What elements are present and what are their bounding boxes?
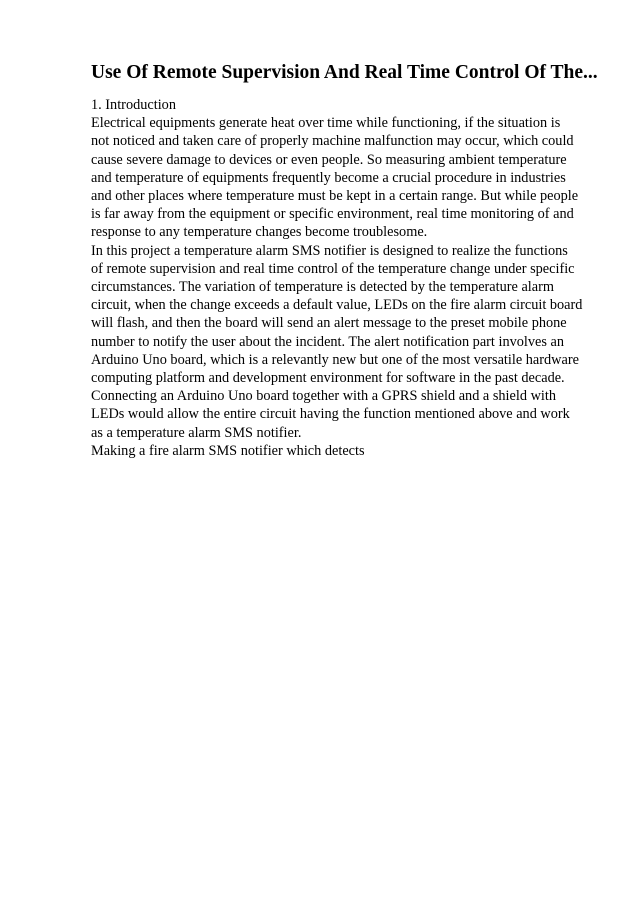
body-line: is far away from the equipment or specific environment, real time monitoring of and <box>91 206 574 223</box>
body-line: LEDs would allow the entire circuit having the function mentioned above and work <box>91 406 570 423</box>
section-heading-introduction: 1. Introduction <box>91 97 176 113</box>
body-line: of remote supervision and real time control of the temperature change under specific <box>91 260 575 277</box>
body-line: Connecting an Arduino Uno board together with a GPRS shield and a shield with <box>91 388 556 405</box>
body-line: Making a fire alarm SMS notifier which detects <box>91 442 365 459</box>
body-line: as a temperature alarm SMS notifier. <box>91 424 302 441</box>
body-line: and temperature of equipments frequently become a crucial procedure in industries <box>91 169 566 186</box>
body-line: Arduino Uno board, which is a relevantly new but one of the most versatile hardware <box>91 351 579 368</box>
body-line: will flash, and then the board will send an alert message to the preset mobile phone <box>91 315 567 332</box>
body-line: cause severe damage to devices or even people. So measuring ambient temperature <box>91 151 567 168</box>
body-line: not noticed and taken care of properly machine malfunction may occur, which could <box>91 133 574 150</box>
document-body <box>91 96 611 460</box>
body-line: number to notify the user about the incident. The alert notification part involves an <box>91 333 564 350</box>
body-line: and other places where temperature must be kept in a certain range. But while people <box>91 188 579 205</box>
body-line: response to any temperature changes become troublesome. <box>91 224 428 241</box>
body-line: computing platform and development environment for software in the past decade. <box>91 370 565 387</box>
body-line: circumstances. The variation of temperature is detected by the temperature alarm <box>91 279 554 296</box>
document-title: Use Of Remote Supervision And Real Time Control Of The... <box>91 62 598 83</box>
body-line: Electrical equipments generate heat over time while functioning, if the situation is <box>91 115 561 132</box>
body-line: In this project a temperature alarm SMS notifier is designed to realize the functions <box>91 242 568 259</box>
body-line: circuit, when the change exceeds a default value, LEDs on the fire alarm circuit board <box>91 297 583 314</box>
